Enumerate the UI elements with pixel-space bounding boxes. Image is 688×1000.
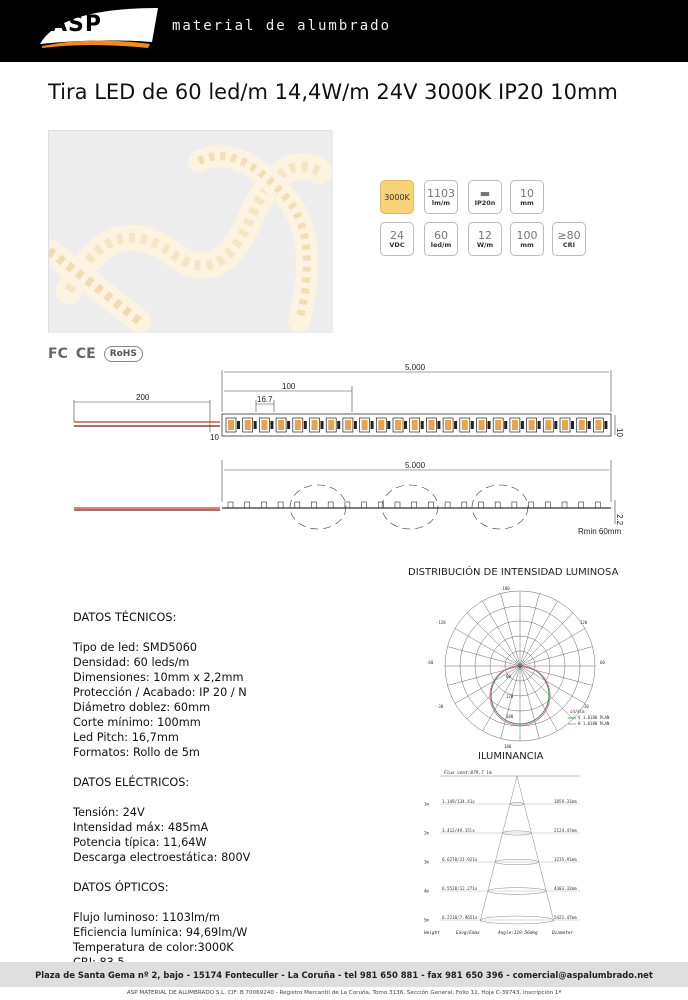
- polar-chart: [420, 578, 620, 750]
- technical-drawing: [60, 362, 640, 542]
- side-led: [312, 502, 317, 508]
- illum-col-eavg: Eavg/Emax: [456, 931, 480, 936]
- tech-line: Corte mínimo: 100mm: [73, 716, 201, 729]
- side-led: [445, 502, 450, 508]
- power-icon: 12 W/m: [468, 222, 502, 256]
- svg-text:16.7: 16.7: [257, 395, 273, 404]
- side-led: [529, 502, 534, 508]
- svg-text:Rmin 60mm: Rmin 60mm: [578, 527, 622, 536]
- optic-line: Flujo luminoso: 1103lm/m: [73, 911, 220, 924]
- datos-tecnicos-title: DATOS TÉCNICOS:: [73, 611, 177, 624]
- product-photo: [48, 130, 332, 332]
- side-led: [495, 502, 500, 508]
- illum-col-height: Height: [424, 931, 440, 936]
- illum-diameter: 3235.91mm: [554, 857, 577, 862]
- illum-value: 6.2210/7.9651x: [442, 915, 478, 920]
- footer-legal: ASP MATERIAL DE ALUMBRADO S.L. CIF: B 70069240 - Registro Mercantil de La Coruña, Tomo 3136, Sección General, Folio 11, Hoja C-39743, Inscripción 1ª: [126, 990, 562, 996]
- side-led: [479, 502, 484, 508]
- side-led: [295, 502, 300, 508]
- illum-height: 3m: [424, 859, 430, 865]
- illum-diameter: 5421.47mm: [554, 915, 577, 920]
- elec-line: Descarga electroestática: 800V: [73, 851, 251, 864]
- side-led: [428, 502, 433, 508]
- tech-line: Densidad: 60 leds/m: [73, 656, 190, 669]
- side-led: [579, 502, 584, 508]
- led-density-icon: 60 led/m: [424, 222, 458, 256]
- brand-name: ASP: [50, 12, 102, 37]
- side-led: [328, 502, 333, 508]
- side-led: [362, 502, 367, 508]
- polar-chart-title: DISTRIBUCIÓN DE INTENSIDAD LUMINOSA: [408, 567, 619, 578]
- illum-height: 4m: [424, 888, 430, 894]
- side-led: [562, 502, 567, 508]
- elec-line: Intensidad máx: 485mA: [73, 821, 209, 834]
- polar-label-left: -60: [426, 660, 434, 665]
- polar-label-ul: -120: [436, 620, 446, 625]
- side-led: [462, 502, 467, 508]
- illum-diameter: 1059.31mm: [554, 799, 577, 804]
- illum-col-diameter: Diameter: [552, 931, 574, 936]
- polar-legend-h: H 1.0180 PLAN: [578, 721, 610, 726]
- side-led: [395, 502, 400, 508]
- svg-text:200: 200: [136, 393, 150, 402]
- illum-height: 5m: [424, 917, 430, 923]
- svg-text:2.2: 2.2: [615, 514, 624, 526]
- header-tagline: material de alumbrado: [172, 18, 392, 34]
- illum-value: 6.6270/21.921x: [442, 857, 478, 862]
- polar-label-bottom: 180: [504, 744, 512, 749]
- polar-label-top: -180: [500, 586, 510, 591]
- cut-length-icon: 100 mm: [510, 222, 544, 256]
- optic-line: Temperatura de color:3000K: [73, 941, 234, 954]
- lumen-icon: 1103 lm/m: [424, 180, 458, 214]
- datos-opticos-title: DATOS ÓPTICOS:: [73, 881, 169, 894]
- datos-electricos-title: DATOS ELÉCTRICOS:: [73, 776, 190, 789]
- width-icon: 10 mm: [510, 180, 544, 214]
- side-led: [512, 502, 517, 508]
- spec-icons: [380, 180, 581, 260]
- illum-value: 6.5520/12.271x: [442, 886, 478, 891]
- illum-col-angle: Angle:119.56deg: [498, 931, 538, 936]
- optic-line: Eficiencia lumínica: 94,69lm/W: [73, 926, 248, 939]
- side-led: [412, 502, 417, 508]
- footer-contact-bar: [0, 962, 688, 987]
- polar-radial-180: 180: [506, 714, 514, 719]
- polar-label-right: 60: [600, 660, 605, 665]
- footer-contact[interactable]: Plaza de Santa Gema nº 2, bajo - 15174 Fonteculler - La Coruña - tel 981 650 881 - fax 981 650 396 - comercial@aspalumbrado.net: [35, 969, 653, 980]
- color-temperature-icon: 3000K: [380, 180, 414, 214]
- rohs-mark-icon: RoHS: [104, 346, 143, 362]
- polar-label-lr: 30: [584, 704, 589, 709]
- side-led: [261, 502, 266, 508]
- tech-line: Protección / Acabado: IP 20 / N: [73, 686, 247, 699]
- illum-diameter: 2124.47mm: [554, 828, 577, 833]
- side-led: [595, 502, 600, 508]
- tech-line: Dimensiones: 10mm x 2,2mm: [73, 671, 244, 684]
- illuminance-chart-title: ILUMINANCIA: [478, 751, 544, 762]
- fc-mark-icon: FC: [48, 346, 68, 362]
- tech-line: Formatos: Rollo de 5m: [73, 746, 200, 759]
- svg-text:10: 10: [210, 433, 219, 442]
- side-led: [278, 502, 283, 508]
- side-led: [245, 502, 250, 508]
- illum-peak: Flux cent:879.7 lm: [444, 771, 492, 776]
- page-title: Tira LED de 60 led/m 14,4W/m 24V 3000K IP20 10mm: [48, 80, 618, 104]
- illum-height: 2m: [424, 830, 430, 836]
- illuminance-chart: [420, 764, 590, 939]
- spec-text: [73, 610, 383, 970]
- tech-line: Led Pitch: 16,7mm: [73, 731, 179, 744]
- voltage-icon: 24 VDC: [380, 222, 414, 256]
- svg-text:100: 100: [282, 382, 296, 391]
- tech-line: Diámetro doblez: 60mm: [73, 701, 211, 714]
- certifications: [48, 344, 143, 364]
- illum-value: 1.149/134.41x: [442, 799, 475, 804]
- svg-text:5.000: 5.000: [405, 461, 426, 470]
- svg-text:5.000: 5.000: [405, 363, 426, 372]
- ce-mark-icon: CE: [75, 346, 96, 362]
- brand-logo[interactable]: [40, 6, 170, 50]
- polar-label-ur: 120: [580, 620, 588, 625]
- polar-label-ll: -30: [436, 704, 444, 709]
- illum-height: 1m: [424, 801, 430, 807]
- svg-text:10: 10: [615, 428, 624, 437]
- polar-unit: cd/klm: [570, 709, 585, 714]
- polar-legend-v: V 1.0180 PLAN: [578, 715, 610, 720]
- cri-icon: ≥80 CRI: [552, 222, 586, 256]
- illum-value: 3.412/49.15lx: [442, 828, 475, 833]
- side-led: [345, 502, 350, 508]
- side-led: [545, 502, 550, 508]
- elec-line: Potencia típica: 11,64W: [73, 836, 207, 849]
- ip-rating-icon: ▬ IP20n: [468, 180, 502, 214]
- illum-diameter: 4303.32mm: [554, 886, 577, 891]
- tech-line: Tipo de led: SMD5060: [73, 641, 198, 654]
- elec-line: Tensión: 24V: [73, 806, 145, 819]
- header-bar: [0, 0, 688, 62]
- polar-radial-60: 60: [506, 674, 511, 679]
- side-led: [228, 502, 233, 508]
- polar-radial-120: 120: [506, 694, 514, 699]
